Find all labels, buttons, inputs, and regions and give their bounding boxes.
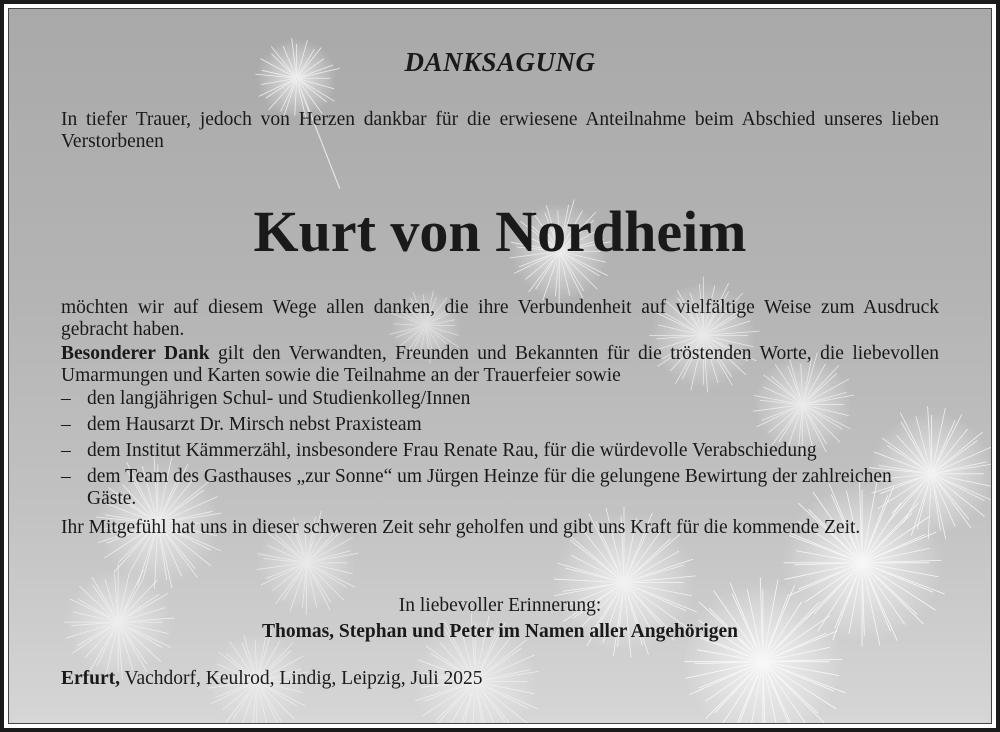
place-date-text: Vachdorf, Keulrod, Lindig, Leipzig, Juli 2025 <box>120 668 483 689</box>
notice-panel <box>8 8 992 724</box>
dash-marker: – <box>61 466 71 487</box>
dash-marker: – <box>61 388 71 409</box>
thanks-paragraph: möchten wir auf diesem Wege allen danken, die ihre Verbundenheit auf vielfältige Weise zum Ausdruck gebracht haben. <box>61 297 939 340</box>
closing-paragraph: Ihr Mitgefühl hat uns in dieser schweren Zeit sehr geholfen und gibt uns Kraft für die kommende Zeit. <box>61 517 861 538</box>
place-date-line <box>61 668 483 690</box>
notice-text <box>9 9 991 723</box>
deceased-name: Kurt von Nordheim <box>253 199 747 264</box>
dash-marker: – <box>61 440 71 461</box>
list-item <box>61 466 931 510</box>
list-item-text: den langjährigen Schul- und Studienkolleg/Innen <box>87 388 471 409</box>
intro-paragraph: In tiefer Trauer, jedoch von Herzen dankbar für die erwiesene Anteilnahme beim Abschied unseres lieben Verstorbenen <box>61 109 939 152</box>
list-item <box>61 388 931 410</box>
special-thanks-text: gilt den Verwandten, Freunden und Bekannten für die tröstenden Worte, die liebevollen Umarmungen und Karten sowie die Teilnahme an der Trauerfeier sowie <box>61 343 939 386</box>
special-thanks-lead: Besonderer Dank <box>61 343 210 364</box>
list-item-text: dem Team des Gasthauses „zur Sonne“ um Jürgen Heinze für die gelungene Bewirtung der zahlreichen Gäste. <box>87 466 892 509</box>
list-item <box>61 414 931 436</box>
list-item-text: dem Institut Kämmerzähl, insbesondere Frau Renate Rau, für die würdevolle Verabschiedung <box>87 440 817 461</box>
dash-marker: – <box>61 414 71 435</box>
list-item <box>61 440 931 462</box>
signers-line: Thomas, Stephan und Peter im Namen aller Angehörigen <box>262 621 738 642</box>
place-primary: Erfurt, <box>61 668 121 689</box>
list-item-text: dem Hausarzt Dr. Mirsch nebst Praxisteam <box>87 414 422 435</box>
special-thanks-paragraph <box>61 343 939 387</box>
thanks-list <box>61 388 931 514</box>
notice-heading: DANKSAGUNG <box>404 47 596 77</box>
memory-line: In liebevoller Erinnerung: <box>398 595 602 616</box>
